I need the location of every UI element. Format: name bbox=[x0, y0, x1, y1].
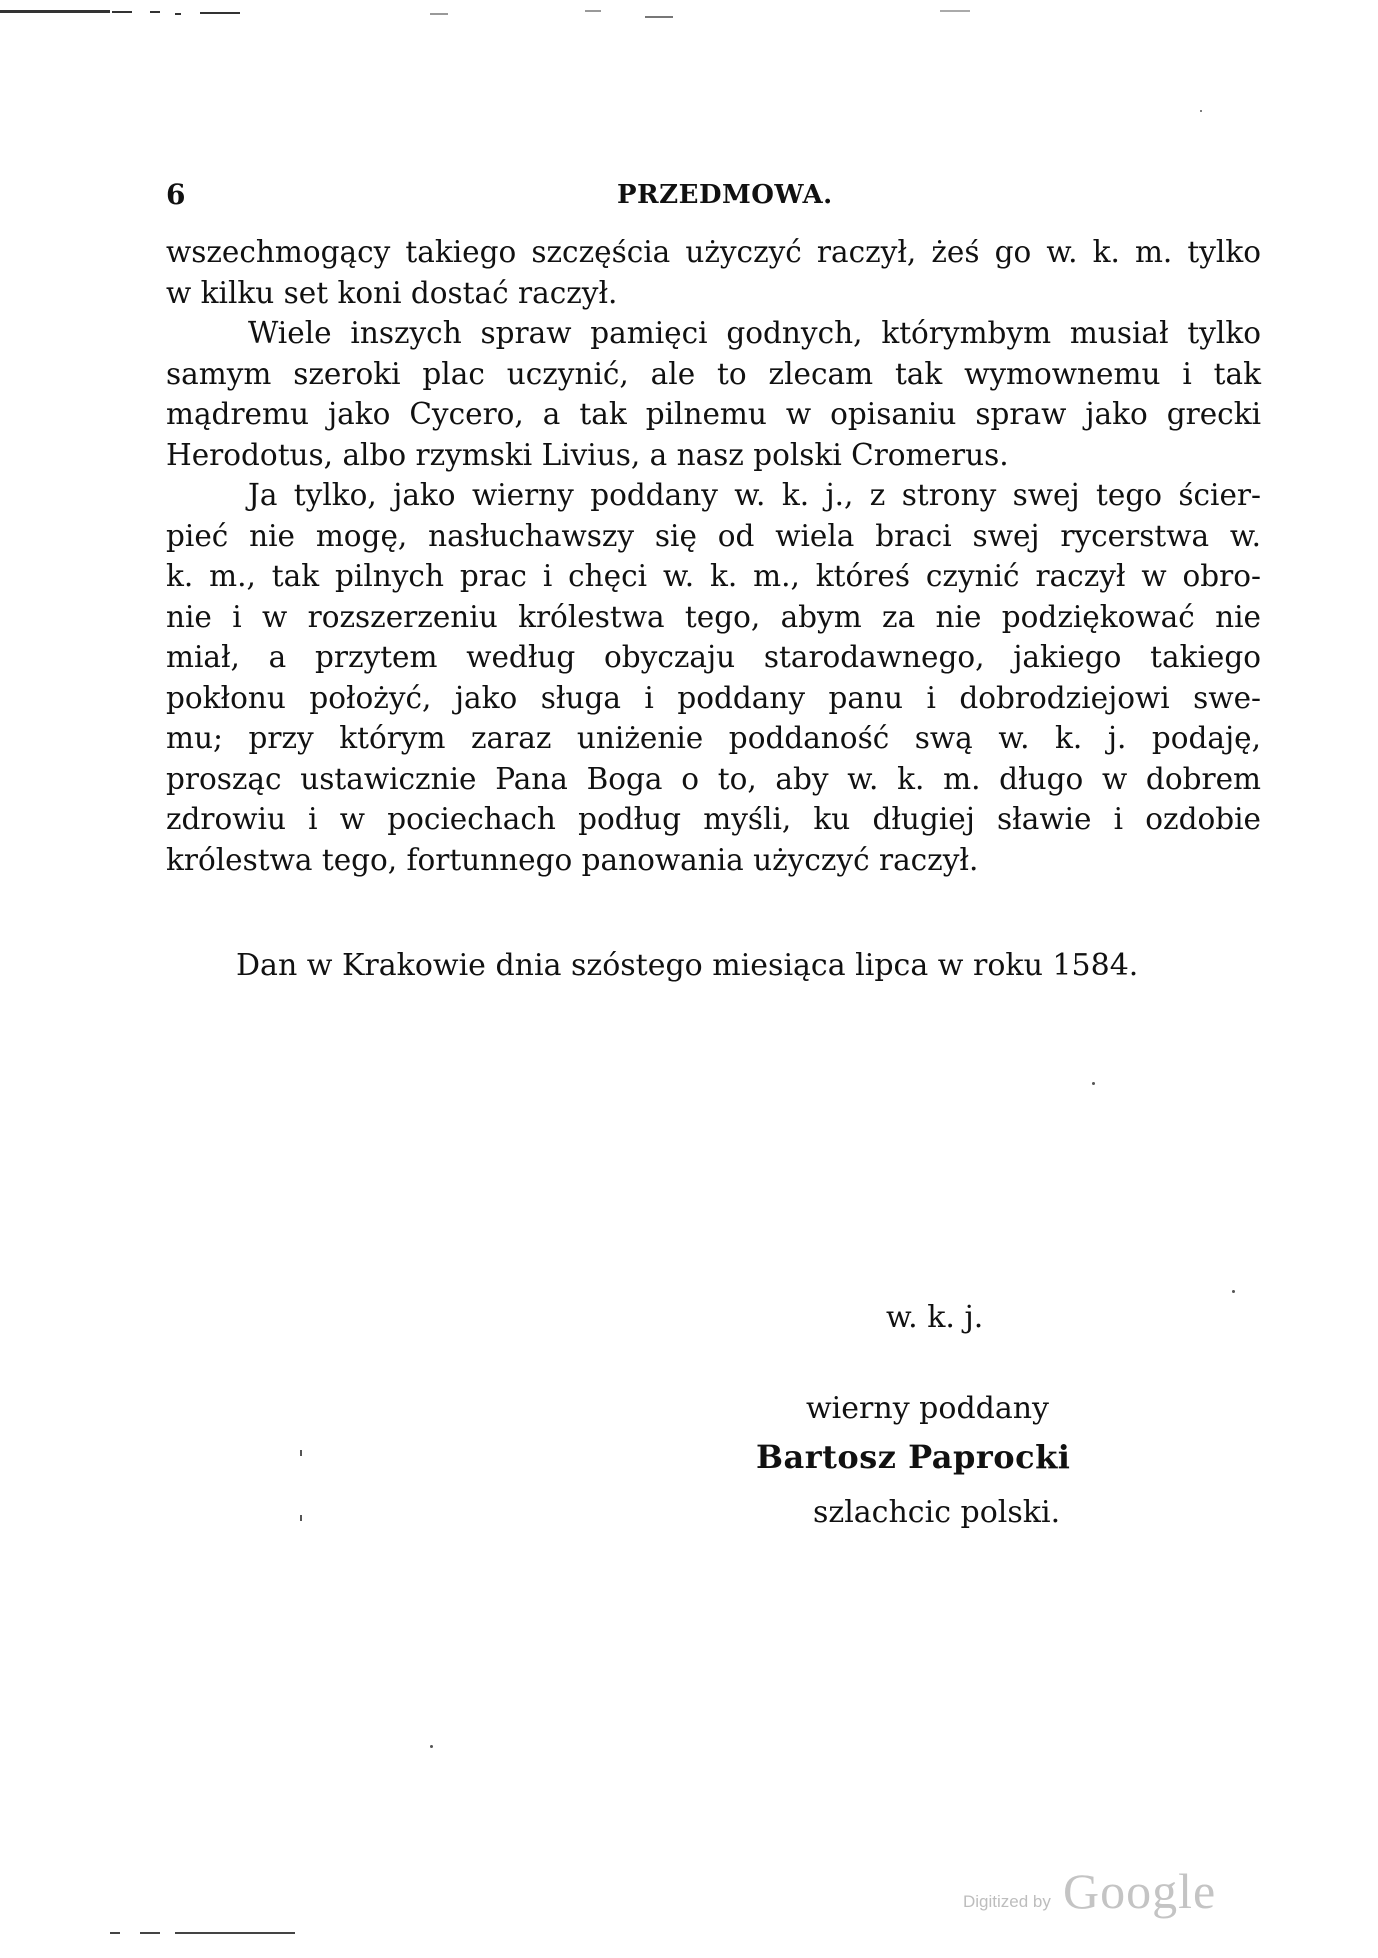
scan-speck bbox=[430, 1745, 433, 1748]
text-line: miał, a przytem według obyczaju starodawnego, jakiego takiego bbox=[166, 640, 1261, 674]
text-line: k. m., tak pilnych prac i chęci w. k. m., któreś czynić raczył w obro- bbox=[166, 559, 1261, 593]
google-logo: Google bbox=[1063, 1863, 1217, 1919]
text-line: Ja tylko, jako wierny poddany w. k. j., z strony swej tego ścier- bbox=[248, 478, 1261, 512]
text-line: prosząc ustawicznie Pana Boga o to, aby w. k. m. długo w dobrem bbox=[166, 761, 1261, 796]
text-line: mądremu jako Cycero, a tak pilnemu w opisaniu spraw jako grecki bbox=[166, 397, 1261, 431]
text-line: nie i w rozszerzeniu królestwa tego, abym za nie podziękować nie bbox=[166, 599, 1261, 634]
text-line: mu; przy którym zaraz uniżenie poddaność swą w. k. j. podaję, bbox=[166, 721, 1261, 755]
running-title: PRZEDMOWA. bbox=[617, 180, 833, 210]
text-line: Herodotus, albo rzymski Livius, a nasz polski Cromerus. bbox=[166, 437, 1009, 472]
signature-abbrev: w. k. j. bbox=[886, 1300, 984, 1335]
text-line: zdrowiu i w pociechach podług myśli, ku długiej sławie i ozdobie bbox=[166, 802, 1261, 836]
scan-edge-bottom bbox=[0, 1930, 400, 1940]
signature-name: Bartosz Paprocki bbox=[756, 1438, 1071, 1476]
page-header bbox=[166, 178, 1266, 218]
text-line: pieć nie mogę, nasłuchawszy się od wiela braci swej rycerstwa w. bbox=[166, 518, 1261, 553]
text-line: pokłonu położyć, jako sługa i poddany panu i dobrodziejowi swe- bbox=[166, 680, 1261, 715]
scan-speck bbox=[300, 1450, 302, 1456]
dateline: Dan w Krakowie dnia szóstego miesiąca lipca w roku 1584. bbox=[236, 948, 1139, 983]
signature-title: szlachcic polski. bbox=[813, 1495, 1061, 1530]
preface-text bbox=[166, 232, 1261, 880]
scan-speck bbox=[1200, 110, 1202, 112]
text-line: w kilku set koni dostać raczył. bbox=[166, 275, 618, 310]
text-line: królestwa tego, fortunnego panowania użyczyć raczył. bbox=[166, 842, 979, 877]
scan-speck bbox=[300, 1515, 302, 1521]
watermark-prefix: Digitized by bbox=[963, 1892, 1051, 1911]
text-line: Wiele inszych spraw pamięci godnych, którymbym musiał tylko bbox=[248, 316, 1261, 350]
scan-speck bbox=[1232, 1290, 1235, 1293]
scan-speck bbox=[1092, 1082, 1095, 1085]
text-line: samym szeroki plac uczynić, ale to zlecam tak wymownemu i tak bbox=[166, 356, 1261, 391]
digitized-watermark bbox=[963, 1863, 1243, 1930]
scan-edge-top bbox=[0, 10, 1378, 20]
signature-block bbox=[756, 1300, 1176, 1560]
signature-role: wierny poddany bbox=[806, 1391, 1050, 1426]
text-line: wszechmogący takiego szczęścia użyczyć raczył, żeś go w. k. m. tylko bbox=[166, 235, 1261, 269]
page-number: 6 bbox=[166, 178, 186, 211]
